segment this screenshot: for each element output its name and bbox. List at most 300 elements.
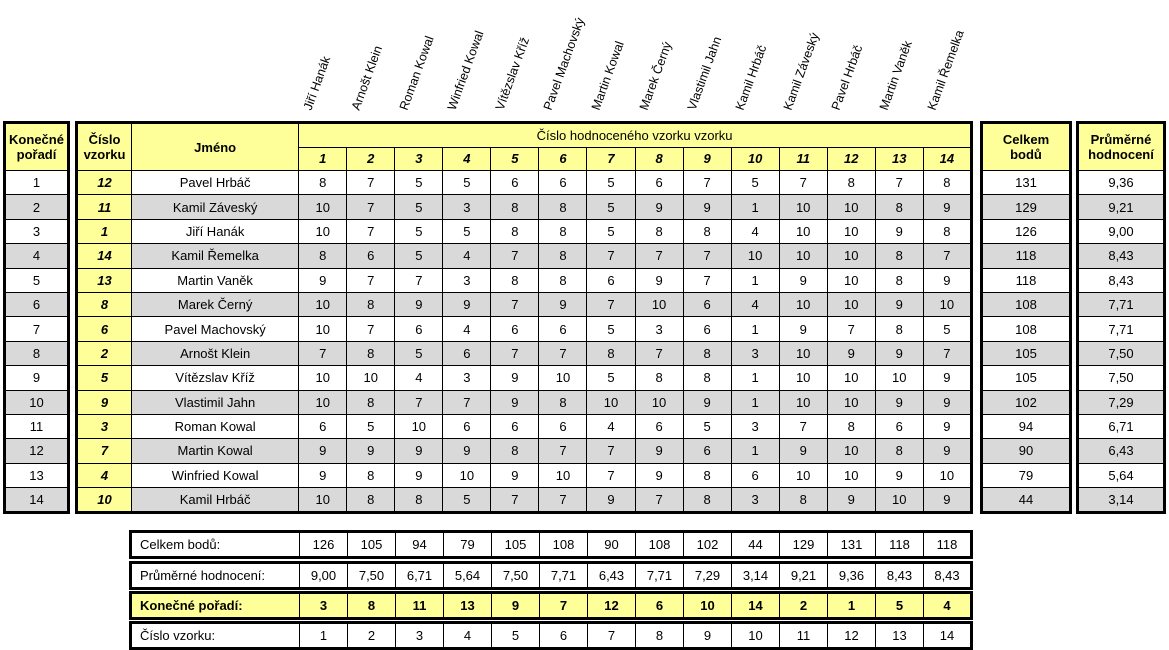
judge-name-header	[876, 0, 926, 118]
score-cell: 7	[923, 244, 971, 268]
summary-rank-cell: 7	[540, 593, 588, 619]
table-row	[77, 292, 972, 316]
summary-total-cell: 108	[540, 532, 588, 558]
score-cell: 6	[635, 171, 683, 195]
score-cell: 1	[731, 268, 779, 292]
summary-average-cell: 8,43	[924, 563, 972, 589]
table-row	[5, 366, 69, 390]
table-row	[1078, 219, 1165, 243]
score-cell: 7	[587, 463, 635, 487]
average-cell: 7,50	[1078, 366, 1165, 390]
table-row	[77, 171, 972, 195]
name-cell: Pavel Hrbáč	[132, 171, 299, 195]
score-cell: 10	[539, 463, 587, 487]
score-cell: 5	[395, 219, 443, 243]
rank-cell: 13	[5, 463, 69, 487]
rank-cell: 3	[5, 219, 69, 243]
summary-total-cell: 90	[588, 532, 636, 558]
rank-table	[3, 121, 70, 514]
table-row	[5, 463, 69, 487]
score-cell: 3	[731, 341, 779, 365]
score-cell: 10	[539, 366, 587, 390]
table-row	[982, 317, 1071, 341]
sample-cell: 7	[77, 439, 132, 463]
score-cell: 6	[491, 171, 539, 195]
column-number: 14	[923, 147, 971, 171]
score-cell: 10	[779, 219, 827, 243]
score-cell: 5	[923, 317, 971, 341]
sample-cell: 1	[77, 219, 132, 243]
score-cell: 6	[683, 317, 731, 341]
score-cell: 6	[443, 414, 491, 438]
score-cell: 10	[731, 244, 779, 268]
score-cell: 7	[875, 171, 923, 195]
score-cell: 10	[299, 219, 347, 243]
score-cell: 8	[875, 439, 923, 463]
score-cell: 5	[347, 414, 395, 438]
score-cell: 10	[587, 390, 635, 414]
score-cell: 9	[779, 317, 827, 341]
rank-header: Konečné pořadí	[5, 123, 69, 171]
average-cell: 9,36	[1078, 171, 1165, 195]
score-cell: 7	[635, 244, 683, 268]
score-cell: 10	[875, 366, 923, 390]
summary-rank-label: Konečné pořadí:	[131, 593, 300, 619]
score-cell: 10	[827, 366, 875, 390]
scores-table	[75, 121, 973, 514]
score-cell: 8	[683, 488, 731, 513]
table-row	[5, 390, 69, 414]
score-cell: 9	[779, 268, 827, 292]
name-cell: Martin Kowal	[132, 439, 299, 463]
table-row	[5, 292, 69, 316]
score-cell: 9	[923, 366, 971, 390]
table-row	[5, 439, 69, 463]
average-table	[1076, 121, 1166, 514]
judge-name-header	[924, 0, 974, 118]
summary-rank-cell: 9	[492, 593, 540, 619]
judge-name: Arnošt Klein	[348, 43, 386, 113]
summary-total-cell: 129	[780, 532, 828, 558]
table-row	[982, 341, 1071, 365]
judge-name-header	[636, 0, 686, 118]
score-cell: 6	[875, 414, 923, 438]
summary-sample-cell: 3	[396, 623, 444, 649]
score-cell: 9	[875, 341, 923, 365]
score-cell: 9	[395, 463, 443, 487]
summary-average-cell: 7,50	[492, 563, 540, 589]
average-cell: 5,64	[1078, 463, 1165, 487]
score-cell: 4	[587, 414, 635, 438]
column-number: 6	[539, 147, 587, 171]
summary-sample-cell: 4	[444, 623, 492, 649]
rank-cell: 5	[5, 268, 69, 292]
score-cell: 9	[347, 439, 395, 463]
summary-sample-cell: 9	[684, 623, 732, 649]
table-row	[982, 463, 1071, 487]
summary-sample-cell: 7	[588, 623, 636, 649]
table-row	[77, 219, 972, 243]
sample-cell: 13	[77, 268, 132, 292]
total-cell: 108	[982, 292, 1071, 316]
score-cell: 8	[347, 341, 395, 365]
score-cell: 8	[923, 219, 971, 243]
table-row	[5, 268, 69, 292]
score-cell: 7	[491, 488, 539, 513]
score-cell: 5	[443, 488, 491, 513]
summary-average-cell: 5,64	[444, 563, 492, 589]
column-number: 1	[299, 147, 347, 171]
score-cell: 3	[443, 195, 491, 219]
score-cell: 7	[779, 171, 827, 195]
summary-average-cell: 9,36	[828, 563, 876, 589]
summary-total-cell: 131	[828, 532, 876, 558]
score-cell: 8	[491, 219, 539, 243]
summary-sample-cell: 11	[780, 623, 828, 649]
table-row	[5, 341, 69, 365]
score-cell: 8	[779, 488, 827, 513]
score-cell: 1	[731, 366, 779, 390]
summary-rank-cell: 4	[924, 593, 972, 619]
table-row	[77, 366, 972, 390]
score-cell: 1	[731, 439, 779, 463]
judge-name-header	[444, 0, 494, 118]
table-row	[1078, 195, 1165, 219]
column-number: 5	[491, 147, 539, 171]
score-cell: 9	[683, 195, 731, 219]
score-cell: 9	[827, 488, 875, 513]
table-row	[982, 292, 1071, 316]
score-cell: 9	[491, 390, 539, 414]
summary-total-cell: 79	[444, 532, 492, 558]
name-cell: Arnošt Klein	[132, 341, 299, 365]
column-number: 2	[347, 147, 395, 171]
score-cell: 5	[395, 244, 443, 268]
score-cell: 10	[779, 366, 827, 390]
judge-name: Jiří Hanák	[300, 54, 334, 112]
score-cell: 9	[923, 488, 971, 513]
total-cell: 79	[982, 463, 1071, 487]
score-cell: 9	[539, 292, 587, 316]
table-row	[1078, 390, 1165, 414]
score-cell: 8	[491, 268, 539, 292]
score-cell: 7	[347, 219, 395, 243]
summary-total	[129, 530, 973, 559]
score-cell: 10	[779, 390, 827, 414]
score-cell: 8	[635, 366, 683, 390]
score-cell: 5	[587, 366, 635, 390]
score-cell: 10	[827, 390, 875, 414]
table-row	[1078, 366, 1165, 390]
sample-cell: 5	[77, 366, 132, 390]
score-cell: 10	[827, 292, 875, 316]
score-cell: 9	[875, 390, 923, 414]
total-cell: 108	[982, 317, 1071, 341]
rank-cell: 8	[5, 341, 69, 365]
score-cell: 10	[827, 439, 875, 463]
table-row	[5, 317, 69, 341]
score-cell: 4	[443, 317, 491, 341]
judge-name-header	[492, 0, 542, 118]
summary-rank-cell: 14	[732, 593, 780, 619]
score-cell: 9	[443, 292, 491, 316]
total-table	[980, 121, 1072, 514]
score-cell: 5	[683, 414, 731, 438]
average-cell: 6,43	[1078, 439, 1165, 463]
score-cell: 9	[299, 268, 347, 292]
average-header: Průměrné hodnocení	[1078, 123, 1165, 171]
sample-header: Číslo vzorku	[77, 123, 132, 171]
table-row	[77, 317, 972, 341]
score-cell: 7	[347, 195, 395, 219]
score-cell: 10	[779, 244, 827, 268]
name-cell: Kamil Řemelka	[132, 244, 299, 268]
judge-name-header	[348, 0, 398, 118]
rank-cell: 6	[5, 292, 69, 316]
judge-name-header	[732, 0, 782, 118]
score-cell: 8	[827, 171, 875, 195]
judge-name-header	[396, 0, 446, 118]
table-row	[982, 488, 1071, 513]
table-row	[77, 463, 972, 487]
score-cell: 3	[731, 488, 779, 513]
score-cell: 10	[779, 195, 827, 219]
average-cell: 7,50	[1078, 341, 1165, 365]
score-cell: 5	[395, 171, 443, 195]
score-cell: 5	[395, 195, 443, 219]
table-row	[77, 390, 972, 414]
column-number: 3	[395, 147, 443, 171]
column-number: 7	[587, 147, 635, 171]
score-cell: 8	[491, 439, 539, 463]
summary-rank-cell: 6	[636, 593, 684, 619]
summary-rank-cell: 3	[300, 593, 348, 619]
rank-cell: 2	[5, 195, 69, 219]
judge-name: Winfried Kowal	[444, 28, 487, 112]
score-cell: 1	[731, 317, 779, 341]
summary-sample-cell: 8	[636, 623, 684, 649]
average-cell: 9,00	[1078, 219, 1165, 243]
score-cell: 8	[683, 463, 731, 487]
score-cell: 8	[539, 244, 587, 268]
sample-cell: 10	[77, 488, 132, 513]
score-cell: 3	[443, 366, 491, 390]
score-cell: 10	[875, 488, 923, 513]
score-cell: 7	[443, 390, 491, 414]
rank-cell: 4	[5, 244, 69, 268]
table-row	[1078, 292, 1165, 316]
score-cell: 8	[347, 488, 395, 513]
score-cell: 1	[731, 390, 779, 414]
total-cell: 129	[982, 195, 1071, 219]
score-cell: 8	[491, 195, 539, 219]
score-cell: 8	[875, 317, 923, 341]
score-cell: 8	[875, 195, 923, 219]
average-cell: 3,14	[1078, 488, 1165, 513]
table-row	[982, 414, 1071, 438]
table-row	[982, 219, 1071, 243]
score-cell: 7	[299, 341, 347, 365]
score-cell: 6	[731, 463, 779, 487]
score-cell: 5	[587, 317, 635, 341]
score-cell: 9	[827, 341, 875, 365]
judge-name: Vlastimil Jahn	[684, 34, 725, 112]
column-number: 4	[443, 147, 491, 171]
score-cell: 4	[731, 292, 779, 316]
table-row	[5, 171, 69, 195]
rank-cell: 1	[5, 171, 69, 195]
score-cell: 7	[347, 268, 395, 292]
summary-sample-cell: 14	[924, 623, 972, 649]
summary-sample-cell: 10	[732, 623, 780, 649]
score-cell: 7	[683, 244, 731, 268]
total-cell: 44	[982, 488, 1071, 513]
table-row	[1078, 488, 1165, 513]
score-cell: 7	[491, 244, 539, 268]
name-cell: Roman Kowal	[132, 414, 299, 438]
name-header: Jméno	[132, 123, 299, 171]
score-cell: 8	[827, 414, 875, 438]
score-cell: 7	[491, 292, 539, 316]
average-cell: 8,43	[1078, 268, 1165, 292]
rank-cell: 7	[5, 317, 69, 341]
name-cell: Vlastimil Jahn	[132, 390, 299, 414]
table-row	[982, 366, 1071, 390]
score-cell: 8	[347, 292, 395, 316]
summary-total-cell: 105	[492, 532, 540, 558]
score-cell: 7	[683, 268, 731, 292]
score-cell: 3	[635, 317, 683, 341]
score-cell: 9	[875, 292, 923, 316]
summary-total-cell: 94	[396, 532, 444, 558]
summary-average	[129, 561, 973, 590]
summary-sample-cell: 2	[348, 623, 396, 649]
average-cell: 6,71	[1078, 414, 1165, 438]
score-cell: 6	[347, 244, 395, 268]
name-cell: Jiří Hanák	[132, 219, 299, 243]
score-cell: 10	[827, 268, 875, 292]
total-cell: 118	[982, 244, 1071, 268]
score-cell: 5	[443, 219, 491, 243]
table-row	[1078, 439, 1165, 463]
table-row	[982, 390, 1071, 414]
name-cell: Winfried Kowal	[132, 463, 299, 487]
summary-total-cell: 102	[684, 532, 732, 558]
judge-name: Pavel Hrbáč	[828, 43, 866, 112]
score-cell: 7	[539, 439, 587, 463]
score-cell: 7	[347, 317, 395, 341]
score-cell: 4	[395, 366, 443, 390]
summary-rank-cell: 11	[396, 593, 444, 619]
score-cell: 8	[299, 171, 347, 195]
score-cell: 7	[923, 341, 971, 365]
judge-name: Kamil Záveský	[780, 30, 822, 112]
score-cell: 8	[923, 171, 971, 195]
summary-average-cell: 6,71	[396, 563, 444, 589]
sample-cell: 9	[77, 390, 132, 414]
score-cell: 8	[395, 488, 443, 513]
judge-name: Vítězslav Kříž	[492, 35, 533, 112]
score-cell: 10	[779, 292, 827, 316]
table-row	[982, 439, 1071, 463]
score-cell: 9	[491, 366, 539, 390]
score-cell: 8	[635, 219, 683, 243]
judge-name-header	[588, 0, 638, 118]
summary-average-cell: 6,43	[588, 563, 636, 589]
score-cell: 10	[299, 292, 347, 316]
table-row	[1078, 268, 1165, 292]
rank-cell: 11	[5, 414, 69, 438]
score-cell: 7	[683, 171, 731, 195]
table-row	[77, 341, 972, 365]
summary-average-cell: 7,71	[636, 563, 684, 589]
table-row	[77, 244, 972, 268]
score-cell: 9	[635, 268, 683, 292]
score-cell: 9	[635, 463, 683, 487]
summary-total-cell: 118	[876, 532, 924, 558]
total-cell: 94	[982, 414, 1071, 438]
judge-name: Kamil Hrbáč	[732, 43, 770, 112]
summary-sample-cell: 1	[300, 623, 348, 649]
score-cell: 9	[923, 268, 971, 292]
name-cell: Marek Černý	[132, 292, 299, 316]
column-number: 8	[635, 147, 683, 171]
judge-name: Pavel Machovský	[540, 15, 588, 112]
sample-cell: 4	[77, 463, 132, 487]
score-cell: 10	[827, 463, 875, 487]
score-cell: 8	[347, 390, 395, 414]
total-cell: 118	[982, 268, 1071, 292]
total-cell: 105	[982, 341, 1071, 365]
score-cell: 10	[827, 195, 875, 219]
table-row	[77, 439, 972, 463]
score-cell: 8	[587, 341, 635, 365]
summary-sample	[129, 621, 973, 650]
summary-average-cell: 7,71	[540, 563, 588, 589]
average-cell: 7,71	[1078, 317, 1165, 341]
score-cell: 10	[827, 219, 875, 243]
score-cell: 7	[539, 341, 587, 365]
score-cell: 8	[539, 390, 587, 414]
total-header: Celkem bodů	[982, 123, 1071, 171]
score-cell: 5	[731, 171, 779, 195]
judge-name-header	[828, 0, 878, 118]
table-row	[1078, 171, 1165, 195]
table-row	[5, 219, 69, 243]
summary-average-cell: 8,43	[876, 563, 924, 589]
score-cell: 7	[539, 488, 587, 513]
score-cell: 7	[827, 317, 875, 341]
score-cell: 5	[443, 171, 491, 195]
score-cell: 7	[587, 244, 635, 268]
average-cell: 8,43	[1078, 244, 1165, 268]
total-cell: 105	[982, 366, 1071, 390]
score-cell: 7	[635, 341, 683, 365]
score-cell: 10	[299, 317, 347, 341]
summary-rank-cell: 12	[588, 593, 636, 619]
sample-cell: 3	[77, 414, 132, 438]
score-cell: 9	[443, 439, 491, 463]
score-cell: 7	[779, 414, 827, 438]
score-cell: 9	[683, 390, 731, 414]
table-row	[1078, 244, 1165, 268]
score-cell: 8	[539, 219, 587, 243]
table-row	[5, 414, 69, 438]
score-cell: 9	[299, 463, 347, 487]
summary-total-cell: 108	[636, 532, 684, 558]
score-cell: 9	[635, 439, 683, 463]
score-cell: 4	[443, 244, 491, 268]
